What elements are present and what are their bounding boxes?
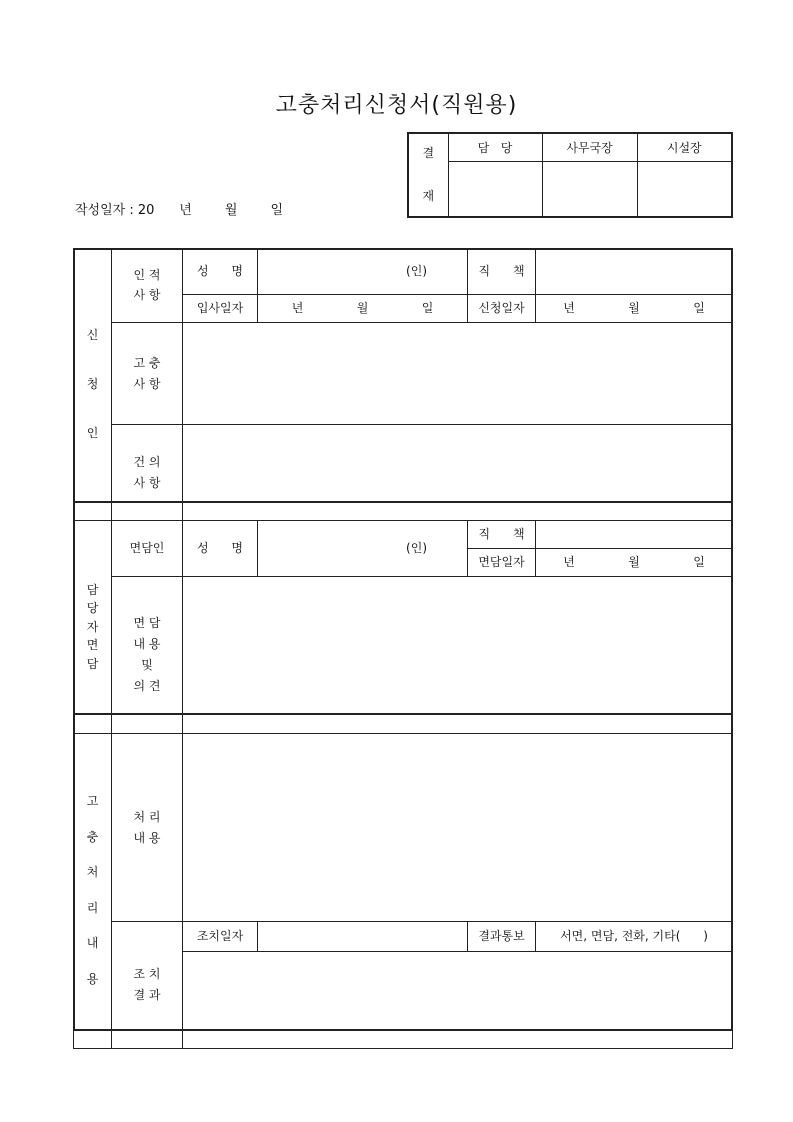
action-result-label: 조 치 결 과 — [112, 922, 183, 1049]
approval-sign-director[interactable] — [637, 161, 732, 217]
interview-content-label: 면 담 내 용 및 의 견 — [112, 577, 183, 734]
action-result-field[interactable] — [183, 952, 733, 1049]
personal-info-label: 인 적 사 항 — [112, 249, 183, 323]
processing-details-field[interactable] — [183, 734, 733, 922]
section-divider-interview — [73, 501, 733, 503]
interview-date-label: 면담일자 — [468, 549, 536, 577]
approval-sign-secretary-general[interactable] — [542, 161, 637, 217]
action-date-field[interactable] — [258, 922, 468, 952]
applicant-position-label: 직 책 — [468, 249, 536, 295]
interviewer-name-field[interactable] — [258, 521, 468, 577]
processing-details-label: 처 리 내 용 — [112, 734, 183, 922]
document-title: 고충처리신청서(직원용) — [275, 93, 518, 118]
interviewer-seal: (인) — [406, 541, 428, 555]
grievance-form — [73, 248, 733, 1049]
approval-col-secretary-general: 사무국장 — [542, 133, 637, 161]
notify-label: 결과통보 — [468, 922, 536, 952]
applicant-section-label: 신 청 인 — [74, 249, 112, 521]
action-date-label: 조치일자 — [183, 922, 258, 952]
interview-content-field[interactable] — [183, 577, 733, 734]
processing-section-label: 고 충 처 리 내 용 — [74, 734, 112, 1049]
applicant-position-field[interactable] — [536, 249, 733, 295]
applicant-name-label: 성 명 — [183, 249, 258, 295]
approval-sign-manager[interactable] — [448, 161, 542, 217]
approval-col-manager: 담 당 — [448, 133, 542, 161]
applicant-seal: (인) — [406, 264, 428, 278]
grievance-field[interactable] — [183, 323, 733, 425]
apply-date-field[interactable]: 년 월 일 — [536, 295, 733, 323]
applicant-name-field[interactable] — [258, 249, 468, 295]
approval-col-director: 시설장 — [637, 133, 732, 161]
write-date: 작성일자 : 20 년 월 일 — [75, 203, 284, 218]
interviewer-label: 면담인 — [112, 521, 183, 577]
suggestion-label: 건 의 사 항 — [112, 425, 183, 521]
approval-box — [407, 132, 733, 218]
hire-date-field[interactable]: 년 월 일 — [258, 295, 468, 323]
interview-date-field[interactable]: 년 월 일 — [536, 549, 733, 577]
interviewer-name-label: 성 명 — [183, 521, 258, 577]
section-divider-processing — [73, 713, 733, 715]
suggestion-field[interactable] — [183, 425, 733, 521]
interview-section-label: 담 당 자 면 담 — [74, 521, 112, 734]
notify-options[interactable]: 서면, 면담, 전화, 기타( ) — [536, 922, 733, 952]
grievance-label: 고 충 사 항 — [112, 323, 183, 425]
interviewer-position-field[interactable] — [536, 521, 733, 549]
approval-side-label: 결 재 — [408, 133, 448, 217]
hire-date-label: 입사일자 — [183, 295, 258, 323]
apply-date-label: 신청일자 — [468, 295, 536, 323]
interviewer-position-label: 직 책 — [468, 521, 536, 549]
